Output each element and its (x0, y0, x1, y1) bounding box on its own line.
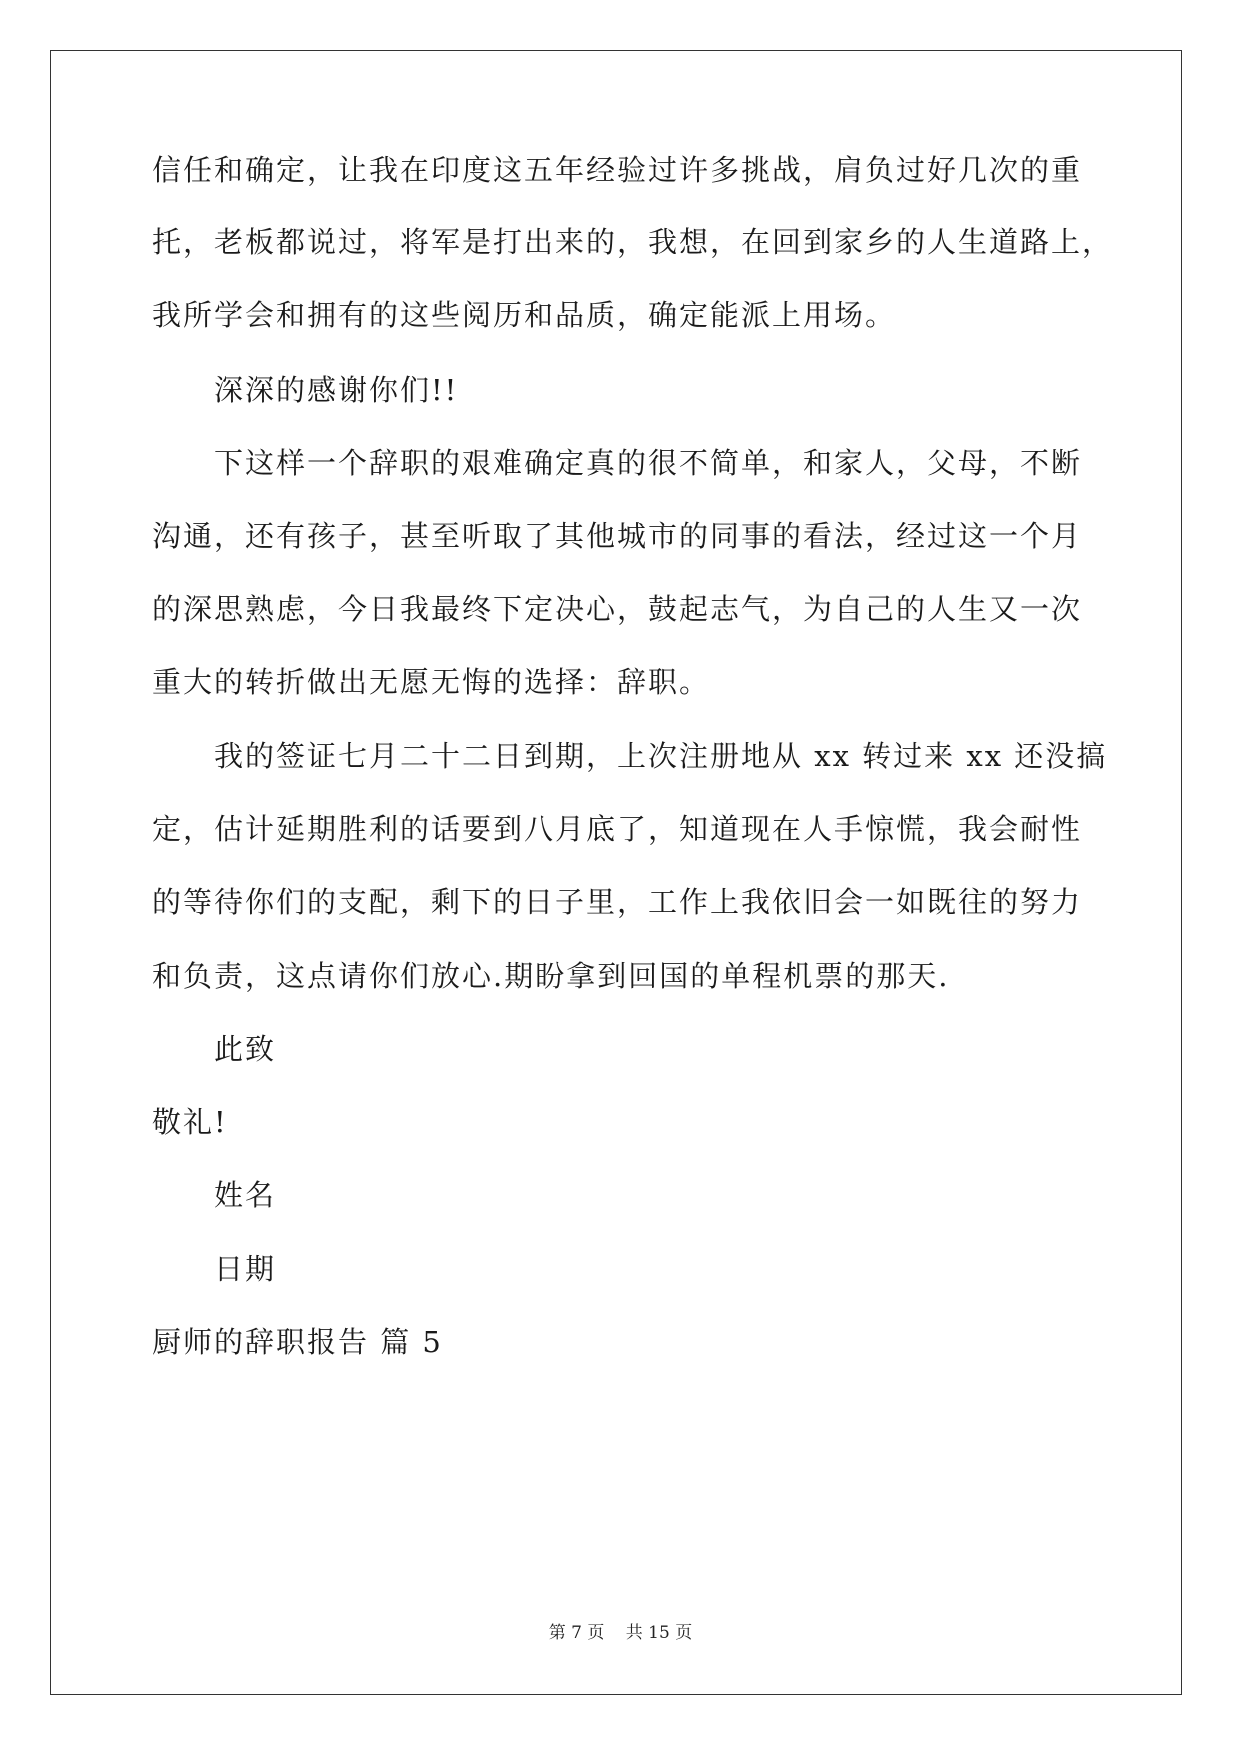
text-line: 下这样一个辞职的艰难确定真的很不简单，和家人，父母，不断 (214, 446, 1083, 480)
text-line: 定，估计延期胜利的话要到八月底了，知道现在人手惊慌，我会耐性 (152, 812, 1083, 846)
text-line: 托，老板都说过，将军是打出来的，我想，在回到家乡的人生道路上， (152, 225, 1114, 259)
page-number: 第 7 页 (548, 1623, 605, 1643)
closing-line: 此致 (214, 1032, 277, 1066)
signature-name: 姓名 (214, 1178, 277, 1212)
page-footer (0, 1618, 1241, 1643)
salutation-line: 敬礼! (152, 1105, 228, 1139)
text-line: 重大的转折做出无愿无悔的选择：辞职。 (152, 665, 711, 699)
text-line: 沟通，还有孩子，甚至听取了其他城市的同事的看法，经过这一个月 (152, 519, 1083, 553)
section-heading: 厨师的辞职报告 篇 5 (152, 1325, 443, 1359)
text-line: 和负责，这点请你们放心.期盼拿到回国的单程机票的那天. (152, 959, 950, 993)
text-line: 的深思熟虑，今日我最终下定决心，鼓起志气，为自己的人生又一次 (152, 592, 1083, 626)
text-line: 信任和确定，让我在印度这五年经验过许多挑战，肩负过好几次的重 (152, 153, 1083, 187)
text-line: 的等待你们的支配，剩下的日子里，工作上我依旧会一如既往的努力 (152, 885, 1083, 919)
signature-date: 日期 (214, 1252, 277, 1286)
page-total: 共 15 页 (625, 1623, 693, 1643)
text-line: 我所学会和拥有的这些阅历和品质，确定能派上用场。 (152, 298, 897, 332)
text-line: 我的签证七月二十二日到期，上次注册地从 xx 转过来 xx 还没搞 (214, 739, 1108, 773)
text-line: 深深的感谢你们!! (214, 373, 459, 407)
